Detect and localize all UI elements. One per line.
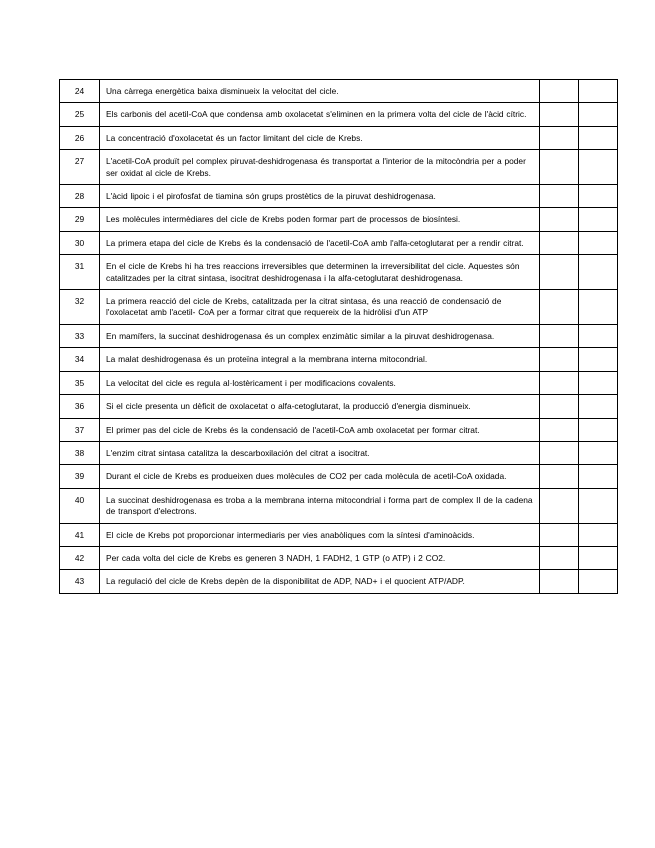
table-row [60, 371, 618, 394]
answer-cell-true[interactable] [540, 150, 579, 185]
answer-cell-true[interactable] [540, 103, 579, 126]
question-number: 26 [60, 126, 100, 149]
answer-cell-true[interactable] [540, 126, 579, 149]
question-number: 28 [60, 185, 100, 208]
answer-cell-false[interactable] [579, 395, 618, 418]
question-number: 33 [60, 324, 100, 347]
answer-cell-true[interactable] [540, 395, 579, 418]
table-row [60, 395, 618, 418]
question-number: 38 [60, 441, 100, 464]
question-statement: El primer pas del cicle de Krebs és la condensació de l'acetil-CoA amb oxolacetat per formar citrat. [100, 418, 540, 441]
table-row [60, 465, 618, 488]
question-statement: L'enzim citrat sintasa catalitza la descarboxilación del citrat a isocitrat. [100, 441, 540, 464]
question-number: 43 [60, 570, 100, 593]
question-number: 42 [60, 546, 100, 569]
answer-cell-false[interactable] [579, 570, 618, 593]
answer-cell-true[interactable] [540, 208, 579, 231]
answer-cell-false[interactable] [579, 465, 618, 488]
question-statement: La malat deshidrogenasa és un proteïna integral a la membrana interna mitocondrial. [100, 348, 540, 371]
questions-table [59, 79, 618, 594]
table-row [60, 103, 618, 126]
question-statement: Si el cicle presenta un dèficit de oxolacetat o alfa-cetoglutarat, la producció d'energia disminueix. [100, 395, 540, 418]
answer-cell-true[interactable] [540, 324, 579, 347]
answer-cell-false[interactable] [579, 231, 618, 254]
question-number: 25 [60, 103, 100, 126]
answer-cell-false[interactable] [579, 441, 618, 464]
answer-cell-false[interactable] [579, 523, 618, 546]
question-number: 40 [60, 488, 100, 523]
table-row [60, 255, 618, 290]
answer-cell-false[interactable] [579, 255, 618, 290]
answer-cell-false[interactable] [579, 348, 618, 371]
table-row [60, 185, 618, 208]
answer-cell-true[interactable] [540, 290, 579, 325]
answer-cell-true[interactable] [540, 441, 579, 464]
answer-cell-false[interactable] [579, 371, 618, 394]
answer-cell-false[interactable] [579, 103, 618, 126]
answer-cell-false[interactable] [579, 80, 618, 103]
question-statement: L'àcid lipoic i el pirofosfat de tiamina són grups prostètics de la piruvat deshidrogenasa. [100, 185, 540, 208]
question-statement: Les molècules intermèdiares del cicle de Krebs poden formar part de processos de biosíntesi. [100, 208, 540, 231]
question-statement: El cicle de Krebs pot proporcionar intermediaris per vies anabòliques com la síntesi d'aminoàcids. [100, 523, 540, 546]
question-statement: Per cada volta del cicle de Krebs es generen 3 NADH, 1 FADH2, 1 GTP (o ATP) i 2 CO2. [100, 546, 540, 569]
question-number: 39 [60, 465, 100, 488]
question-number: 31 [60, 255, 100, 290]
table-row [60, 324, 618, 347]
question-statement: La primera etapa del cicle de Krebs és la condensació de l'acetil-CoA amb l'alfa-cetoglutarat per a rendir citrat. [100, 231, 540, 254]
question-statement: En mamífers, la succinat deshidrogenasa és un complex enzimàtic similar a la piruvat deshidrogenasa. [100, 324, 540, 347]
question-number: 36 [60, 395, 100, 418]
table-row [60, 290, 618, 325]
question-statement: La succinat deshidrogenasa es troba a la membrana interna mitocondrial i forma part de complex II de la cadena de transport d'electrons. [100, 488, 540, 523]
question-number: 27 [60, 150, 100, 185]
answer-cell-false[interactable] [579, 324, 618, 347]
table-row [60, 348, 618, 371]
question-statement: La primera reacció del cicle de Krebs, catalitzada per la citrat sintasa, és una reacció de condensació de l'oxolacetat amb l'acetil- CoA per a formar citrat que requereix de la hidròlisi d'un ATP [100, 290, 540, 325]
answer-cell-true[interactable] [540, 418, 579, 441]
question-number: 35 [60, 371, 100, 394]
question-number: 30 [60, 231, 100, 254]
answer-cell-true[interactable] [540, 488, 579, 523]
answer-cell-false[interactable] [579, 126, 618, 149]
question-statement: La concentració d'oxolacetat és un factor limitant del cicle de Krebs. [100, 126, 540, 149]
question-number: 34 [60, 348, 100, 371]
question-statement: En el cicle de Krebs hi ha tres reaccions irreversibles que determinen la irreversibilitat del cicle. Aquestes són catalitzades per la citrat sintasa, isocitrat deshidrogenasa i la alfa-cetoglutarat deshidrogenasa. [100, 255, 540, 290]
question-statement: L'acetil-CoA produït pel complex piruvat-deshidrogenasa és transportat a l'interior de la mitocòndria per a poder ser oxidat al cicle de Krebs. [100, 150, 540, 185]
question-number: 37 [60, 418, 100, 441]
answer-cell-true[interactable] [540, 546, 579, 569]
question-statement: La regulació del cicle de Krebs depèn de la disponibilitat de ADP, NAD+ i el quocient ATP/ADP. [100, 570, 540, 593]
question-statement: Una càrrega energètica baixa disminueix la velocitat del cicle. [100, 80, 540, 103]
table-row [60, 80, 618, 103]
table-row [60, 150, 618, 185]
answer-cell-false[interactable] [579, 290, 618, 325]
answer-cell-false[interactable] [579, 418, 618, 441]
table-row [60, 126, 618, 149]
table-row [60, 546, 618, 569]
questions-table-body [60, 80, 618, 594]
answer-cell-false[interactable] [579, 488, 618, 523]
table-row [60, 231, 618, 254]
table-row [60, 208, 618, 231]
question-number: 29 [60, 208, 100, 231]
table-row [60, 570, 618, 593]
table-row [60, 523, 618, 546]
question-number: 24 [60, 80, 100, 103]
answer-cell-true[interactable] [540, 80, 579, 103]
question-number: 41 [60, 523, 100, 546]
question-number: 32 [60, 290, 100, 325]
answer-cell-false[interactable] [579, 185, 618, 208]
answer-cell-true[interactable] [540, 255, 579, 290]
answer-cell-true[interactable] [540, 371, 579, 394]
question-statement: Durant el cicle de Krebs es produeixen dues molècules de CO2 per cada molècula de acetil-CoA oxidada. [100, 465, 540, 488]
answer-cell-false[interactable] [579, 150, 618, 185]
question-statement: Els carbonis del acetil-CoA que condensa amb oxolacetat s'eliminen en la primera volta del cicle de l'àcid cítric. [100, 103, 540, 126]
answer-cell-true[interactable] [540, 465, 579, 488]
answer-cell-false[interactable] [579, 208, 618, 231]
answer-cell-true[interactable] [540, 231, 579, 254]
answer-cell-true[interactable] [540, 570, 579, 593]
question-statement: La velocitat del cicle es regula al·lostèricament i per modificacions covalents. [100, 371, 540, 394]
table-row [60, 418, 618, 441]
answer-cell-true[interactable] [540, 523, 579, 546]
table-row [60, 488, 618, 523]
answer-cell-true[interactable] [540, 185, 579, 208]
table-row [60, 441, 618, 464]
answer-cell-true[interactable] [540, 348, 579, 371]
answer-cell-false[interactable] [579, 546, 618, 569]
